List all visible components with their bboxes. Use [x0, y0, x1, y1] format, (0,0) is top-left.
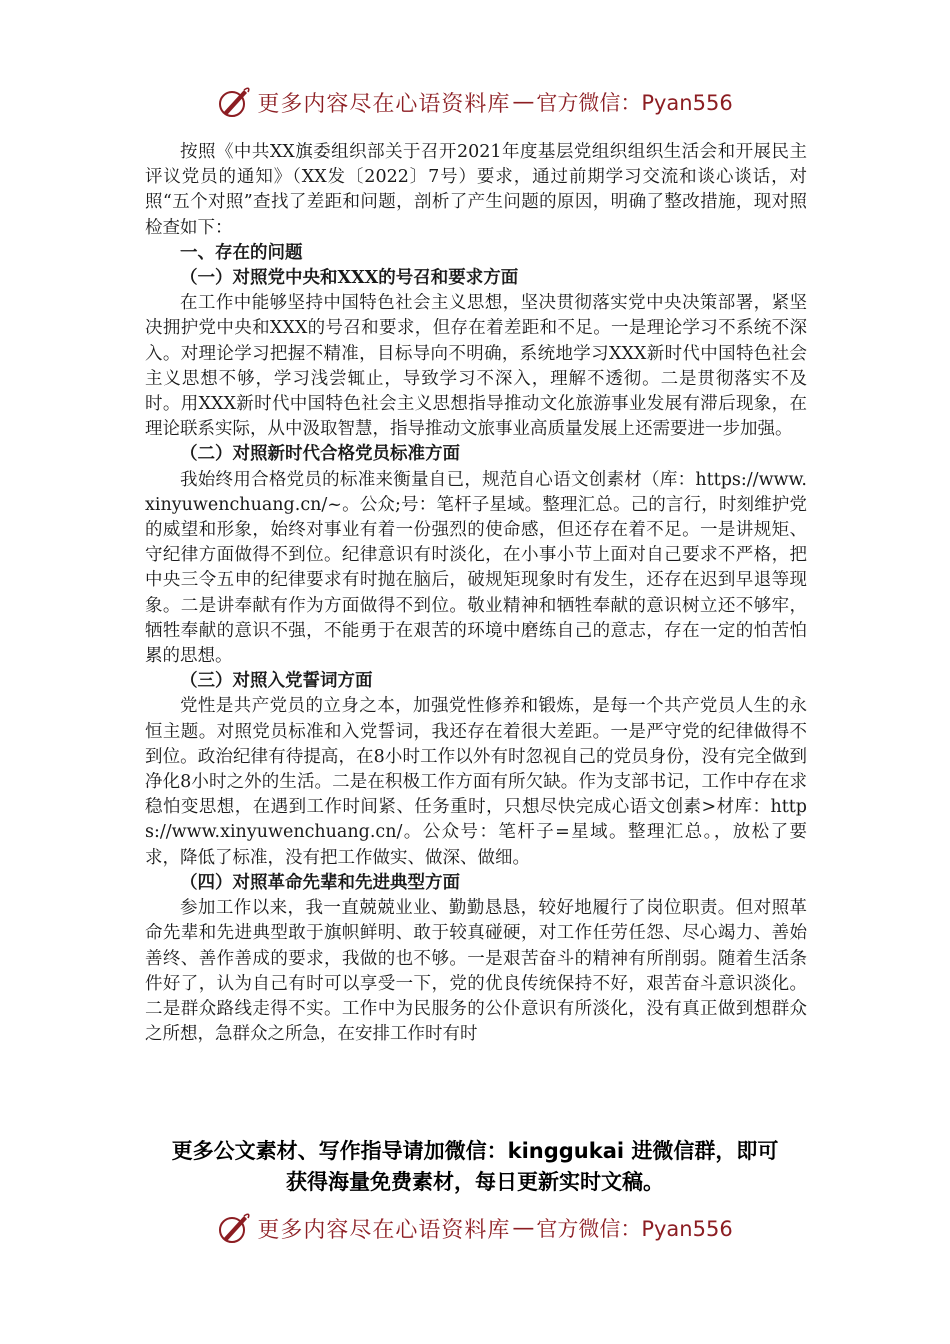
document-body [145, 140, 807, 1047]
promo-line-1: 更多公文素材、写作指导请加微信：kinggukai 进微信群，即可 [171, 1139, 779, 1163]
subsection-body-4: 参加工作以来，我一直兢兢业业、勤勤恳恳，较好地履行了岗位职责。但对照革命先辈和先进典型敢于旗帜鲜明、敢于较真碰硬，对工作任劳任怨、尽心竭力、善始善终、善作善成的要求，我做的也不够。一是艰苦奋斗的精神有所削弱。随着生活条件好了，认为自己有时可以享受一下，党的优良传统保持不好，艰苦奋斗意识淡化。二是群众路线走得不实。工作中为民服务的公仆意识有所淡化，没有真正做到想群众之所想，急群众之所急，在安排工作时有时 [145, 898, 807, 1045]
subsection-body-2: 我始终用合格党员的标准来衡量自已，规范自心语文创素材（库：https://www.xinyuwenchuang.cn/~。公众;号：笔杆子星域。整理汇总。己的言行，时刻维护党的威望和形象，始终对事业有着一份强烈的使命感，但还存在着不足。一是讲规矩、守纪律方面做得不到位。纪律意识有时淡化，在小事小节上面对自己要求不严格，把中央三令五申的纪律要求有时抛在脑后，破规矩现象时有发生，还存在迟到早退等现象。二是讲奉献有作为方面做得不到位。敬业精神和牺牲奉献的意识树立还不够牢，牺牲奉献的意识不强，不能勇于在艰苦的环境中磨练自己的意志，存在一定的怕苦怕累的思想。 [145, 469, 807, 667]
banner-separator: — [512, 1215, 535, 1241]
promo-notice [0, 1136, 950, 1198]
intro-paragraph: 按照《中共XX旗委组织部关于召开2021年度基层党组织组织生活会和开展民主评议党员的通知》（XX发〔2022〕7号）要求，通过前期学习交流和谈心谈话，对照“五个对照”查找了差距和问题，剖析了产生问题的原因，明确了整改措施，现对照检查如下： [145, 142, 807, 238]
banner-contact: 官方微信：Pyan556 [536, 1217, 733, 1241]
footer-banner [0, 1208, 950, 1248]
section-title: 一、存在的问题 [180, 242, 303, 263]
banner-slogan: 更多内容尽在心语资料库 [257, 91, 511, 117]
promo-line-2: 获得海量免费素材，每日更新实时文稿。 [286, 1170, 664, 1194]
subsection-body-3: 党性是共产党员的立身之本，加强党性修养和锻炼，是每一个共产党员人生的永恒主题。对照党员标准和入党誓词，我还存在着很大差距。一是严守党的纪律做得不到位。政治纪律有待提高，在8小时工作以外有时忽视自己的党员身份，没有完全做到净化8小时之外的生活。二是在积极工作方面有所欠缺。作为支部书记，工作中存在求稳怕变思想，在遇到工作时间紧、任务重时，只想尽快完成心语文创素>材库：https://www.xinyuwenchuang.cn/。公众号：笔杆子=星域。整理汇总。，放松了要求，降低了标准，没有把工作做实、做深、做细。 [145, 696, 807, 868]
subsection-title-4: （四）对照革命先辈和先进典型方面 [180, 872, 460, 893]
quill-pen-logo-icon [217, 85, 251, 119]
subsection-title-1: （一）对照党中央和XXX的号召和要求方面 [180, 268, 519, 289]
banner-contact: 官方微信：Pyan556 [536, 91, 733, 115]
subsection-title-2: （二）对照新时代合格党员标准方面 [180, 444, 460, 465]
header-banner [0, 82, 950, 122]
subsection-title-3: （三）对照入党誓词方面 [180, 671, 373, 692]
banner-separator: — [512, 89, 535, 115]
subsection-body-1: 在工作中能够坚持中国特色社会主义思想，坚决贯彻落实党中央决策部署，紧坚决拥护党中央和XXX的号召和要求，但存在着差距和不足。一是理论学习不系统不深入。对理论学习把握不精准，目标导向不明确，系统地学习XXX新时代中国特色社会主义思想不够，学习浅尝辄止，导致学习不深入，理解不透彻。二是贯彻落实不及时。用XXX新时代中国特色社会主义思想指导推动文化旅游事业发展有滞后现象，在理论联系实际，从中汲取智慧，指导推动文旅事业高质量发展上还需要进一步加强。 [145, 293, 807, 440]
quill-pen-logo-icon [217, 1211, 251, 1245]
banner-slogan: 更多内容尽在心语资料库 [257, 1217, 511, 1243]
